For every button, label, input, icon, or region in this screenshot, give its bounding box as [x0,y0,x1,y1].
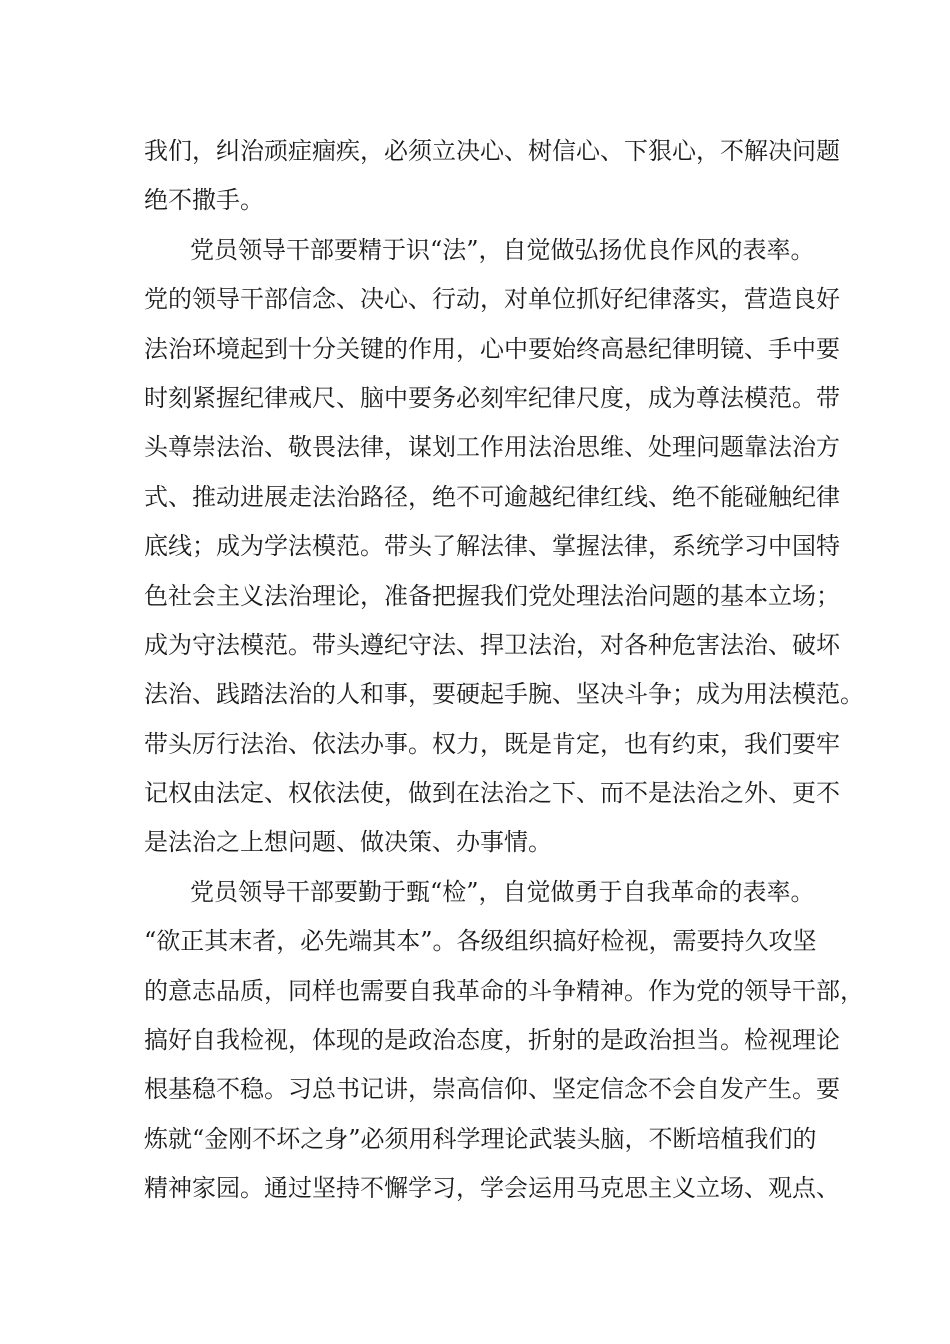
text-line: 色社会主义法治理论，准备把握我们党处理法治问题的基本立场； [144,581,840,610]
text-line: 底线；成为学法模范。带头了解法律、掌握法律，系统学习中国特 [144,532,840,561]
text-line: 法治、践踏法治的人和事，要硬起手腕、坚决斗争；成为用法模范。 [144,680,864,709]
text-line: 带头厉行法治、依法办事。权力，既是肯定，也有约束，我们要牢 [144,729,840,758]
text-line: 搞好自我检视，体现的是政治态度，折射的是政治担当。检视理论 [144,1026,840,1055]
text-line: 是法治之上想问题、做决策、办事情。 [144,828,552,857]
text-line: 记权由法定、权依法使，做到在法治之下、而不是法治之外、更不 [144,779,840,808]
text-line: 式、推动进展走法治路径，绝不可逾越纪律红线、绝不能碰触纪律 [144,482,840,511]
paragraph-heading-line: 党员领导干部要勤于甄“检”，自觉做勇于自我革命的表率。 [190,877,815,906]
text-line: 精神家园。通过坚持不懈学习，学会运用马克思主义立场、观点、 [144,1174,840,1203]
text-line: “欲正其末者，必先端其本”。各级组织搞好检视，需要持久攻坚 [144,927,817,956]
paragraph-heading-line: 党员领导干部要精于识“法”，自觉做弘扬优良作风的表率。 [190,235,815,264]
text-line: 成为守法模范。带头遵纪守法、捍卫法治，对各种危害法治、破坏 [144,630,840,659]
text-line: 法治环境起到十分关键的作用，心中要始终高悬纪律明镜、手中要 [144,334,840,363]
body-text [144,127,864,1214]
text-line: 的意志品质，同样也需要自我革命的斗争精神。作为党的领导干部， [144,976,864,1005]
text-line: 绝不撒手。 [144,186,264,215]
text-line: 炼就“金刚不坏之身”必须用科学理论武装头脑，不断培植我们的 [144,1124,817,1153]
text-line: 党的领导干部信念、决心、行动，对单位抓好纪律落实，营造良好 [144,285,840,314]
text-line: 头尊崇法治、敬畏法律，谋划工作用法治思维、处理问题靠法治方 [144,433,840,462]
text-line: 根基稳不稳。习总书记讲，崇高信仰、坚定信念不会自发产生。要 [144,1075,840,1104]
text-line: 时刻紧握纪律戒尺、脑中要务必刻牢纪律尺度，成为尊法模范。带 [144,383,840,412]
text-line: 我们，纠治顽症痼疾，必须立决心、树信心、下狠心，不解决问题 [144,137,840,165]
